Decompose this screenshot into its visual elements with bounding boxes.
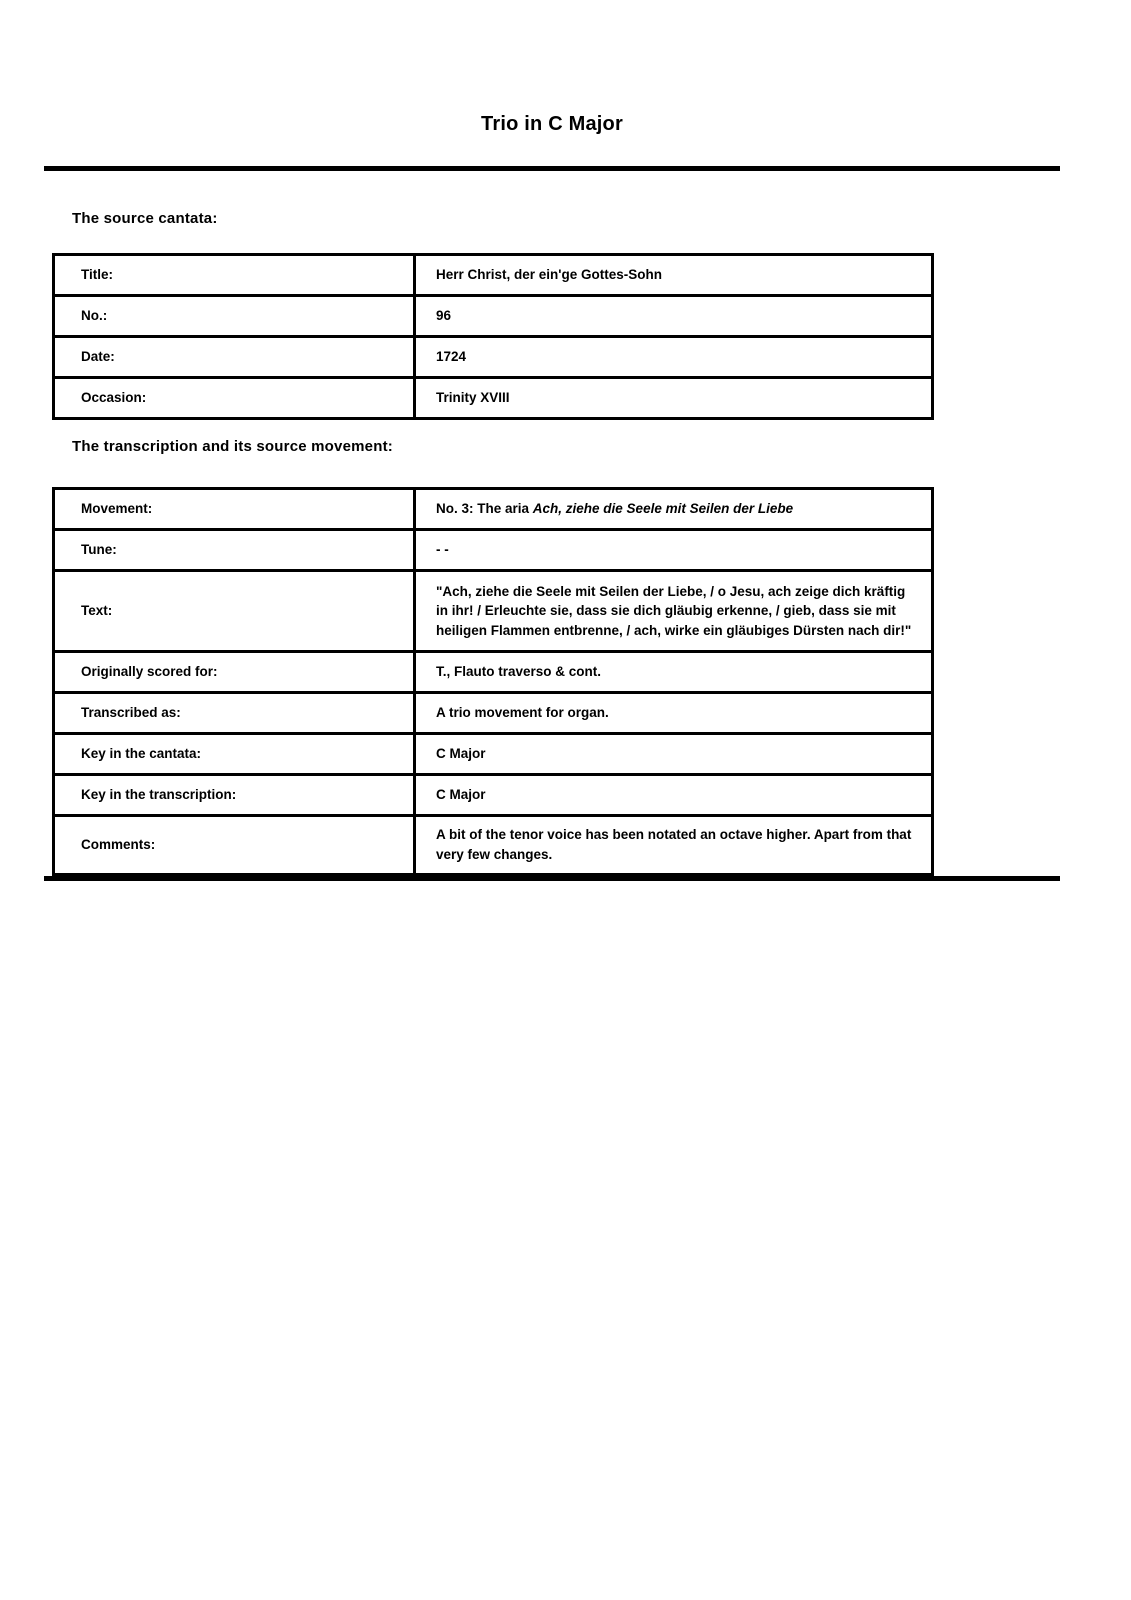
section-heading-transcription: The transcription and its source movement: bbox=[72, 438, 393, 455]
row-label-occasion: Occasion: bbox=[54, 378, 415, 419]
row-label-text: Text: bbox=[54, 571, 415, 652]
table-row bbox=[54, 296, 933, 337]
row-label-movement: Movement: bbox=[54, 489, 415, 530]
section-heading-source-cantata: The source cantata: bbox=[72, 210, 218, 227]
table-row bbox=[54, 337, 933, 378]
cantata-title-value: Herr Christ, der ein'ge Gottes-Sohn bbox=[436, 267, 662, 283]
movement-prefix: No. 3: The aria bbox=[436, 501, 533, 517]
row-label-tune: Tune: bbox=[54, 530, 415, 571]
row-label-title: Title: bbox=[54, 255, 415, 296]
row-value-transcribed-as: A trio movement for organ. bbox=[415, 693, 933, 734]
footer-divider bbox=[44, 876, 1060, 881]
row-value-tune: - - bbox=[415, 530, 933, 571]
row-value-occasion: Trinity XVIII bbox=[415, 378, 933, 419]
row-label-date: Date: bbox=[54, 337, 415, 378]
row-value-title bbox=[415, 255, 933, 296]
row-label-key-in-cantata: Key in the cantata: bbox=[54, 734, 415, 775]
table-row bbox=[54, 489, 933, 530]
row-label-originally-scored-for: Originally scored for: bbox=[54, 652, 415, 693]
row-value-originally-scored-for: T., Flauto traverso & cont. bbox=[415, 652, 933, 693]
table-row bbox=[54, 652, 933, 693]
row-value-key-in-transcription: C Major bbox=[415, 775, 933, 816]
row-value-comments: A bit of the tenor voice has been notated an octave higher. Apart from that very few changes. bbox=[415, 816, 933, 875]
movement-value bbox=[436, 499, 919, 519]
page-title: Trio in C Major bbox=[481, 113, 623, 135]
table-row bbox=[54, 530, 933, 571]
table-row bbox=[54, 734, 933, 775]
transcription-table bbox=[52, 487, 934, 876]
row-value-date: 1724 bbox=[415, 337, 933, 378]
header-divider bbox=[44, 166, 1060, 171]
table-row bbox=[54, 775, 933, 816]
row-label-transcribed-as: Transcribed as: bbox=[54, 693, 415, 734]
row-value-number: 96 bbox=[415, 296, 933, 337]
row-value-movement bbox=[415, 489, 933, 530]
movement-aria-title: Ach, ziehe die Seele mit Seilen der Liebe bbox=[532, 501, 794, 517]
table-row bbox=[54, 816, 933, 875]
row-value-key-in-cantata: C Major bbox=[415, 734, 933, 775]
row-value-text: "Ach, ziehe die Seele mit Seilen der Liebe, / o Jesu, ach zeige dich kräftig in ihr! / Erleuchte sie, dass sie dich gläubig erkenne, / gieb, dass sie mit heiligen Flammen entbrenne, / ach, wirke ein gläubiges Dürsten nach dir!" bbox=[415, 571, 933, 652]
row-label-number: No.: bbox=[54, 296, 415, 337]
table-row bbox=[54, 693, 933, 734]
row-label-comments: Comments: bbox=[54, 816, 415, 875]
row-label-key-in-transcription: Key in the transcription: bbox=[54, 775, 415, 816]
table-row bbox=[54, 378, 933, 419]
table-row bbox=[54, 255, 933, 296]
source-cantata-table bbox=[52, 253, 934, 420]
table-row bbox=[54, 571, 933, 652]
